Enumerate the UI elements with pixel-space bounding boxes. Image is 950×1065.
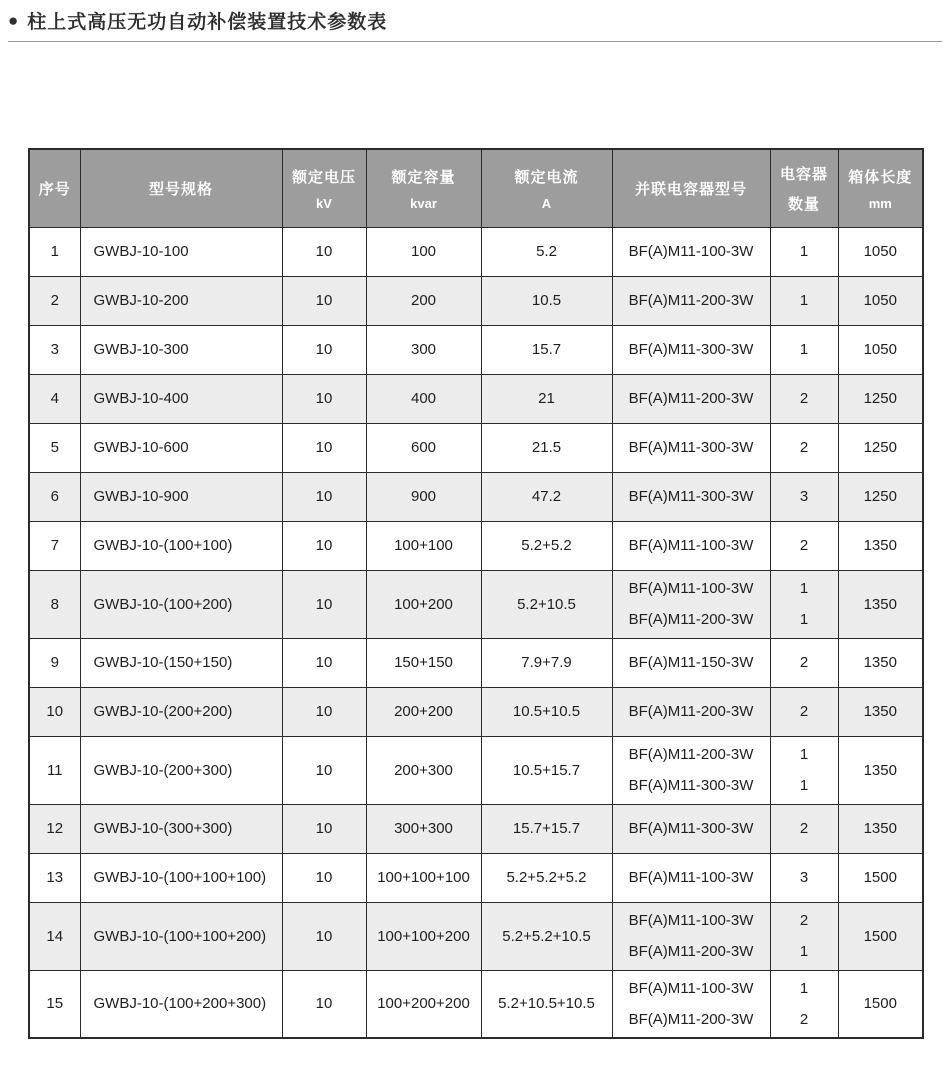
- cap-qty-line: 1: [799, 746, 809, 763]
- cell-cap-model: [612, 472, 770, 521]
- cap-model-line: BF(A)M11-200-3W: [628, 292, 754, 309]
- cell-cap-model: [612, 687, 770, 736]
- column-header-no: [29, 149, 80, 227]
- cell-model: GWBJ-10-(150+150): [80, 638, 282, 687]
- column-label: 额定电流: [514, 168, 579, 186]
- cell-voltage: 10: [282, 638, 366, 687]
- column-label: 额定容量: [391, 168, 456, 186]
- cell-box-length: 1500: [838, 970, 923, 1038]
- cell-no: 2: [29, 276, 80, 325]
- cap-qty-line: 2: [799, 439, 809, 456]
- column-header-cap_model: [612, 149, 770, 227]
- cell-current: 15.7: [481, 325, 612, 374]
- column-sub-label: mm: [868, 195, 892, 211]
- cell-box-length: 1350: [838, 736, 923, 804]
- cell-no: 8: [29, 570, 80, 638]
- cap-model-line: BF(A)M11-200-3W: [628, 703, 754, 720]
- cell-model: GWBJ-10-(200+300): [80, 736, 282, 804]
- column-header-cap_qty: [770, 149, 838, 227]
- table-row: [29, 472, 923, 521]
- cell-current: 10.5+10.5: [481, 687, 612, 736]
- cap-model-line: BF(A)M11-100-3W: [628, 243, 754, 260]
- table-row: [29, 687, 923, 736]
- cell-current: 5.2+10.5+10.5: [481, 970, 612, 1038]
- cell-voltage: 10: [282, 902, 366, 970]
- cell-voltage: 10: [282, 472, 366, 521]
- cell-voltage: 10: [282, 423, 366, 472]
- cell-voltage: 10: [282, 570, 366, 638]
- cap-qty-line: 3: [799, 488, 809, 505]
- cell-capacity: 600: [366, 423, 481, 472]
- title-divider: [8, 41, 942, 42]
- cap-qty-line: 1: [799, 979, 809, 997]
- cap-model-line: BF(A)M11-300-3W: [628, 439, 754, 456]
- table-row: [29, 638, 923, 687]
- cell-box-length: 1250: [838, 423, 923, 472]
- cell-no: 3: [29, 325, 80, 374]
- cap-model-line: BF(A)M11-200-3W: [628, 611, 754, 628]
- cell-current: 5.2+5.2: [481, 521, 612, 570]
- cell-box-length: 1250: [838, 472, 923, 521]
- cell-cap-model: [612, 325, 770, 374]
- cell-model: GWBJ-10-100: [80, 227, 282, 276]
- cap-qty-line: 2: [799, 1010, 809, 1028]
- column-label: 序号: [38, 180, 71, 198]
- cap-model-line: BF(A)M11-200-3W: [628, 390, 754, 407]
- cell-cap-model: [612, 736, 770, 804]
- cap-model-line: BF(A)M11-200-3W: [628, 943, 754, 960]
- table-body: [29, 227, 923, 1038]
- cap-qty-line: 1: [799, 292, 809, 309]
- column-header-capacity: [366, 149, 481, 227]
- cap-model-line: BF(A)M11-100-3W: [628, 537, 754, 554]
- cell-current: 5.2+5.2+10.5: [481, 902, 612, 970]
- cap-model-line: BF(A)M11-300-3W: [628, 488, 754, 505]
- column-header-current: [481, 149, 612, 227]
- cell-cap-model: [612, 374, 770, 423]
- cell-cap-qty: [770, 804, 838, 853]
- cell-capacity: 100+100+100: [366, 853, 481, 902]
- cap-model-line: BF(A)M11-300-3W: [628, 820, 754, 837]
- page-header: [0, 0, 950, 34]
- cell-box-length: 1350: [838, 638, 923, 687]
- cell-cap-qty: [770, 472, 838, 521]
- cell-capacity: 900: [366, 472, 481, 521]
- cell-no: 14: [29, 902, 80, 970]
- column-label: 并联电容器型号: [634, 180, 747, 198]
- table-row: [29, 276, 923, 325]
- cell-model: GWBJ-10-(100+200+300): [80, 970, 282, 1038]
- cell-box-length: 1350: [838, 687, 923, 736]
- cell-current: 21.5: [481, 423, 612, 472]
- column-label: 电容器: [779, 165, 828, 183]
- cell-cap-model: [612, 902, 770, 970]
- table-row: [29, 570, 923, 638]
- cell-cap-model: [612, 853, 770, 902]
- cell-model: GWBJ-10-200: [80, 276, 282, 325]
- cell-no: 13: [29, 853, 80, 902]
- cell-capacity: 150+150: [366, 638, 481, 687]
- table-row: [29, 853, 923, 902]
- cell-cap-model: [612, 276, 770, 325]
- cell-cap-qty: [770, 638, 838, 687]
- cell-model: GWBJ-10-600: [80, 423, 282, 472]
- cell-capacity: 100+100: [366, 521, 481, 570]
- cell-voltage: 10: [282, 521, 366, 570]
- page-title: 柱上式高压无功自动补偿装置技术参数表: [27, 12, 388, 33]
- cell-capacity: 200+300: [366, 736, 481, 804]
- cap-model-line: BF(A)M11-300-3W: [628, 341, 754, 358]
- cell-box-length: 1050: [838, 325, 923, 374]
- cell-voltage: 10: [282, 276, 366, 325]
- table-header-row: [29, 149, 923, 227]
- cell-cap-qty: [770, 687, 838, 736]
- cell-model: GWBJ-10-900: [80, 472, 282, 521]
- cap-qty-line: 1: [799, 341, 809, 358]
- cell-capacity: 300: [366, 325, 481, 374]
- cell-model: GWBJ-10-(200+200): [80, 687, 282, 736]
- cell-no: 7: [29, 521, 80, 570]
- cell-box-length: 1050: [838, 276, 923, 325]
- table-row: [29, 902, 923, 970]
- cell-current: 5.2: [481, 227, 612, 276]
- cell-capacity: 200: [366, 276, 481, 325]
- cap-qty-line: 1: [799, 580, 809, 597]
- column-label: 箱体长度: [848, 168, 913, 186]
- cap-qty-line: 1: [799, 943, 809, 960]
- cell-no: 5: [29, 423, 80, 472]
- cell-cap-model: [612, 423, 770, 472]
- cell-cap-qty: [770, 902, 838, 970]
- column-header-model: [80, 149, 282, 227]
- cell-cap-qty: [770, 325, 838, 374]
- cell-cap-qty: [770, 736, 838, 804]
- cell-cap-qty: [770, 853, 838, 902]
- cell-cap-qty: [770, 423, 838, 472]
- cell-no: 11: [29, 736, 80, 804]
- table-row: [29, 804, 923, 853]
- table-row: [29, 970, 923, 1038]
- cap-model-line: BF(A)M11-100-3W: [628, 869, 754, 886]
- cell-box-length: 1350: [838, 521, 923, 570]
- cell-box-length: 1350: [838, 804, 923, 853]
- cell-no: 6: [29, 472, 80, 521]
- cell-cap-qty: [770, 276, 838, 325]
- parameters-table: [28, 148, 924, 1039]
- column-label: 额定电压: [291, 168, 356, 186]
- table-row: [29, 521, 923, 570]
- cap-model-line: BF(A)M11-100-3W: [628, 912, 754, 929]
- table-row: [29, 227, 923, 276]
- cell-current: 5.2+5.2+5.2: [481, 853, 612, 902]
- column-header-voltage: [282, 149, 366, 227]
- cell-no: 10: [29, 687, 80, 736]
- cell-voltage: 10: [282, 374, 366, 423]
- cell-model: GWBJ-10-(100+100+200): [80, 902, 282, 970]
- cell-box-length: 1500: [838, 853, 923, 902]
- cell-voltage: 10: [282, 687, 366, 736]
- cell-box-length: 1500: [838, 902, 923, 970]
- cap-qty-line: 2: [799, 654, 809, 671]
- cell-cap-model: [612, 227, 770, 276]
- cell-voltage: 10: [282, 325, 366, 374]
- cell-no: 15: [29, 970, 80, 1038]
- cap-qty-line: 1: [799, 611, 809, 628]
- cap-model-line: BF(A)M11-100-3W: [628, 979, 754, 997]
- cell-capacity: 300+300: [366, 804, 481, 853]
- cap-qty-line: 2: [799, 912, 809, 929]
- cell-no: 12: [29, 804, 80, 853]
- table-row: [29, 325, 923, 374]
- cell-current: 10.5+15.7: [481, 736, 612, 804]
- cell-model: GWBJ-10-(100+100): [80, 521, 282, 570]
- cell-current: 7.9+7.9: [481, 638, 612, 687]
- cap-qty-line: 2: [799, 820, 809, 837]
- cell-cap-qty: [770, 521, 838, 570]
- table-header: [29, 149, 923, 227]
- cell-model: GWBJ-10-400: [80, 374, 282, 423]
- cell-cap-qty: [770, 970, 838, 1038]
- cap-qty-line: 3: [799, 869, 809, 886]
- cap-qty-line: 2: [799, 390, 809, 407]
- cell-capacity: 100+100+200: [366, 902, 481, 970]
- cell-voltage: 10: [282, 853, 366, 902]
- cell-cap-model: [612, 570, 770, 638]
- cell-capacity: 100: [366, 227, 481, 276]
- cell-box-length: 1250: [838, 374, 923, 423]
- cap-model-line: BF(A)M11-300-3W: [628, 777, 754, 794]
- table-row: [29, 423, 923, 472]
- cell-model: GWBJ-10-300: [80, 325, 282, 374]
- column-sub-label: kV: [316, 195, 332, 211]
- cap-qty-line: 1: [799, 243, 809, 260]
- column-sub-label: kvar: [410, 195, 437, 211]
- cap-qty-line: 2: [799, 537, 809, 554]
- cell-voltage: 10: [282, 804, 366, 853]
- cell-current: 5.2+10.5: [481, 570, 612, 638]
- cell-current: 15.7+15.7: [481, 804, 612, 853]
- cell-no: 1: [29, 227, 80, 276]
- cell-no: 4: [29, 374, 80, 423]
- cap-model-line: BF(A)M11-100-3W: [628, 580, 754, 597]
- cell-box-length: 1050: [838, 227, 923, 276]
- table-row: [29, 374, 923, 423]
- column-sub-label: A: [541, 195, 552, 211]
- cell-current: 21: [481, 374, 612, 423]
- cell-capacity: 100+200+200: [366, 970, 481, 1038]
- cell-model: GWBJ-10-(100+100+100): [80, 853, 282, 902]
- cap-model-line: BF(A)M11-200-3W: [628, 746, 754, 763]
- cell-capacity: 400: [366, 374, 481, 423]
- cell-cap-model: [612, 521, 770, 570]
- cell-cap-qty: [770, 570, 838, 638]
- cell-current: 47.2: [481, 472, 612, 521]
- column-label: 型号规格: [148, 180, 213, 198]
- cell-cap-model: [612, 804, 770, 853]
- cell-voltage: 10: [282, 970, 366, 1038]
- cell-capacity: 200+200: [366, 687, 481, 736]
- cap-qty-line: 2: [799, 703, 809, 720]
- cell-capacity: 100+200: [366, 570, 481, 638]
- cell-voltage: 10: [282, 736, 366, 804]
- cell-no: 9: [29, 638, 80, 687]
- cell-cap-model: [612, 638, 770, 687]
- cell-cap-qty: [770, 227, 838, 276]
- cell-model: GWBJ-10-(100+200): [80, 570, 282, 638]
- cell-model: GWBJ-10-(300+300): [80, 804, 282, 853]
- cell-cap-model: [612, 970, 770, 1038]
- cell-cap-qty: [770, 374, 838, 423]
- column-header-box_len: [838, 149, 923, 227]
- cap-qty-line: 1: [799, 777, 809, 794]
- cell-box-length: 1350: [838, 570, 923, 638]
- table-row: [29, 736, 923, 804]
- cell-voltage: 10: [282, 227, 366, 276]
- column-sub-label: 数量: [787, 195, 820, 213]
- cap-model-line: BF(A)M11-150-3W: [628, 654, 754, 671]
- bullet-icon: ●: [8, 11, 19, 30]
- cap-model-line: BF(A)M11-200-3W: [628, 1010, 754, 1028]
- cell-current: 10.5: [481, 276, 612, 325]
